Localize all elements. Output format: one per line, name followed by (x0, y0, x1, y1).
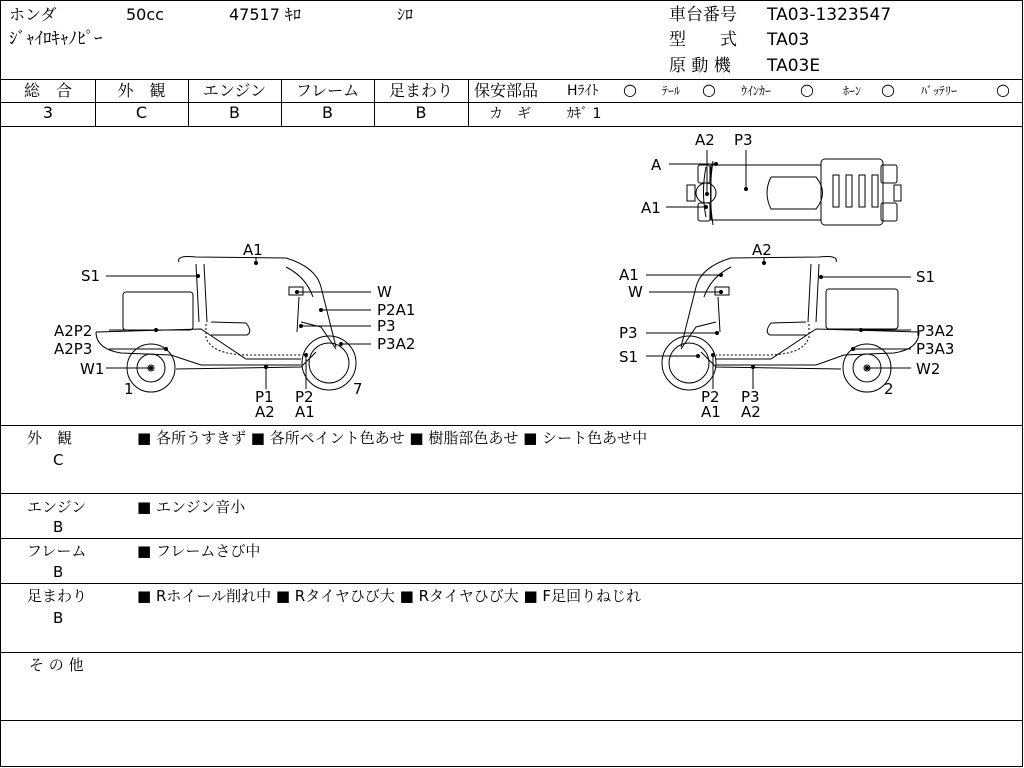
diagram-label: S1 (619, 348, 639, 366)
note-label-other: そ の 他 (29, 656, 84, 674)
diagram-label: A1 (295, 403, 315, 421)
scooter-top-view (687, 159, 901, 225)
overall-grade: 3 (42, 103, 54, 122)
safety-mark: ○ (881, 80, 895, 99)
divider (1, 720, 1023, 721)
safety-item-headlight: Hﾗｲﾄ (567, 83, 599, 99)
safety-item-winker: ｳｲﾝｶｰ (741, 84, 772, 98)
note-label-engine: エンジン (27, 498, 87, 516)
engine-label: エンジン (202, 81, 267, 100)
frame-label: フレーム (295, 81, 360, 100)
safety-mark: ○ (996, 80, 1010, 99)
overall-label: 総 合 (23, 81, 72, 100)
safety-item-battery: ﾊﾞｯﾃﾘｰ (921, 84, 958, 98)
safety-item-tail: ﾃｰﾙ (662, 84, 681, 98)
safety-label: 保安部品 (474, 81, 539, 100)
frame-grade: B (322, 103, 333, 122)
diagram-label: P2A1 (377, 301, 416, 319)
key-value: ｶｷﾞ 1 (567, 106, 602, 122)
divider (1, 79, 1023, 80)
damage-diagram (1, 127, 1023, 425)
model-name: ｼﾞｬｲﾛｷｬﾉﾋﾟｰ (9, 29, 103, 49)
note-label-exterior: 外 観 (27, 429, 73, 447)
divider (468, 79, 469, 126)
safety-mark: ○ (702, 80, 716, 99)
exterior-grade: C (135, 103, 148, 122)
diagram-label: A1 (243, 241, 263, 259)
suspension-grade: B (415, 103, 427, 122)
diagram-label: P3A3 (916, 340, 955, 358)
diagram-label: W2 (916, 360, 941, 378)
diagram-label: W (377, 283, 392, 301)
diagram-label: S1 (81, 267, 101, 285)
note-label-frame: フレーム (27, 542, 87, 560)
diagram-label: P3 (741, 388, 760, 406)
note-text-frame: ■ フレームさび中 (137, 542, 261, 560)
diagram-label: P2 (701, 388, 720, 406)
note-grade-frame: B (53, 563, 64, 581)
type-value: TA03 (767, 30, 810, 50)
divider (1, 583, 1023, 584)
engine-grade: B (229, 103, 240, 122)
diagram-label: A2P3 (54, 340, 93, 358)
diagram-label: W (628, 283, 643, 301)
chassis-label: 車台番号 (669, 5, 737, 25)
note-grade-exterior: C (53, 451, 64, 469)
diagram-label: P3A2 (377, 335, 416, 353)
maker: ホンダ (9, 5, 57, 24)
engine-model-value: TA03E (767, 56, 821, 76)
exterior-label: 外 観 (117, 81, 166, 100)
key-label: カ ギ (489, 106, 531, 122)
divider (1, 425, 1023, 426)
note-grade-engine: B (53, 518, 64, 536)
safety-mark: ○ (623, 80, 637, 99)
diagram-label: S1 (916, 268, 936, 286)
note-text-engine: ■ エンジン音小 (137, 498, 246, 516)
displacement: 50cc (126, 5, 164, 24)
leader-lines-top (666, 150, 746, 207)
diagram-label: 7 (353, 380, 363, 398)
diagram-label: P3 (619, 324, 638, 342)
divider (1, 493, 1023, 494)
diagram-label: A2 (741, 403, 761, 421)
type-label: 型 式 (669, 30, 737, 50)
note-text-exterior: ■ 各所うすきず ■ 各所ペイント色あせ ■ 樹脂部色あせ ■ シート色あせ中 (137, 429, 648, 447)
diagram-label: 1 (124, 380, 134, 398)
diagram-label: P3 (734, 131, 753, 149)
diagram-label: A1 (619, 266, 639, 284)
diagram-label: 2 (884, 380, 894, 398)
diagram-label: P2 (295, 388, 314, 406)
mileage: 47517 ｷﾛ (229, 5, 301, 24)
divider (1, 652, 1023, 653)
diagram-label: A2 (752, 241, 772, 259)
diagram-label: A (651, 156, 662, 174)
scooter-left-view (96, 257, 356, 392)
diagram-label: P3 (377, 317, 396, 335)
diagram-label: A2 (695, 131, 715, 149)
diagram-label: P3A2 (916, 322, 955, 340)
diagram-label: A2 (255, 403, 275, 421)
diagram-label: A2P2 (54, 322, 93, 340)
engine-model-label: 原 動 機 (669, 56, 731, 76)
diagram-label: W1 (80, 360, 105, 378)
note-label-suspension: 足まわり (27, 587, 88, 605)
safety-mark: ○ (800, 80, 814, 99)
chassis-value: TA03-1323547 (767, 5, 892, 25)
divider (468, 102, 1023, 103)
divider (1, 538, 1023, 539)
safety-item-horn: ﾎｰﾝ (843, 84, 862, 98)
diagram-label: A1 (641, 199, 661, 217)
suspension-label: 足まわり (388, 81, 453, 100)
diagram-label: P1 (255, 388, 274, 406)
diagram-label: A1 (701, 403, 721, 421)
note-text-suspension: ■ Rホイール削れ中 ■ Rタイヤひび大 ■ Rタイヤひび大 ■ F足回りねじれ (137, 587, 642, 605)
note-grade-suspension: B (53, 609, 64, 627)
color: ｼﾛ (397, 5, 414, 24)
